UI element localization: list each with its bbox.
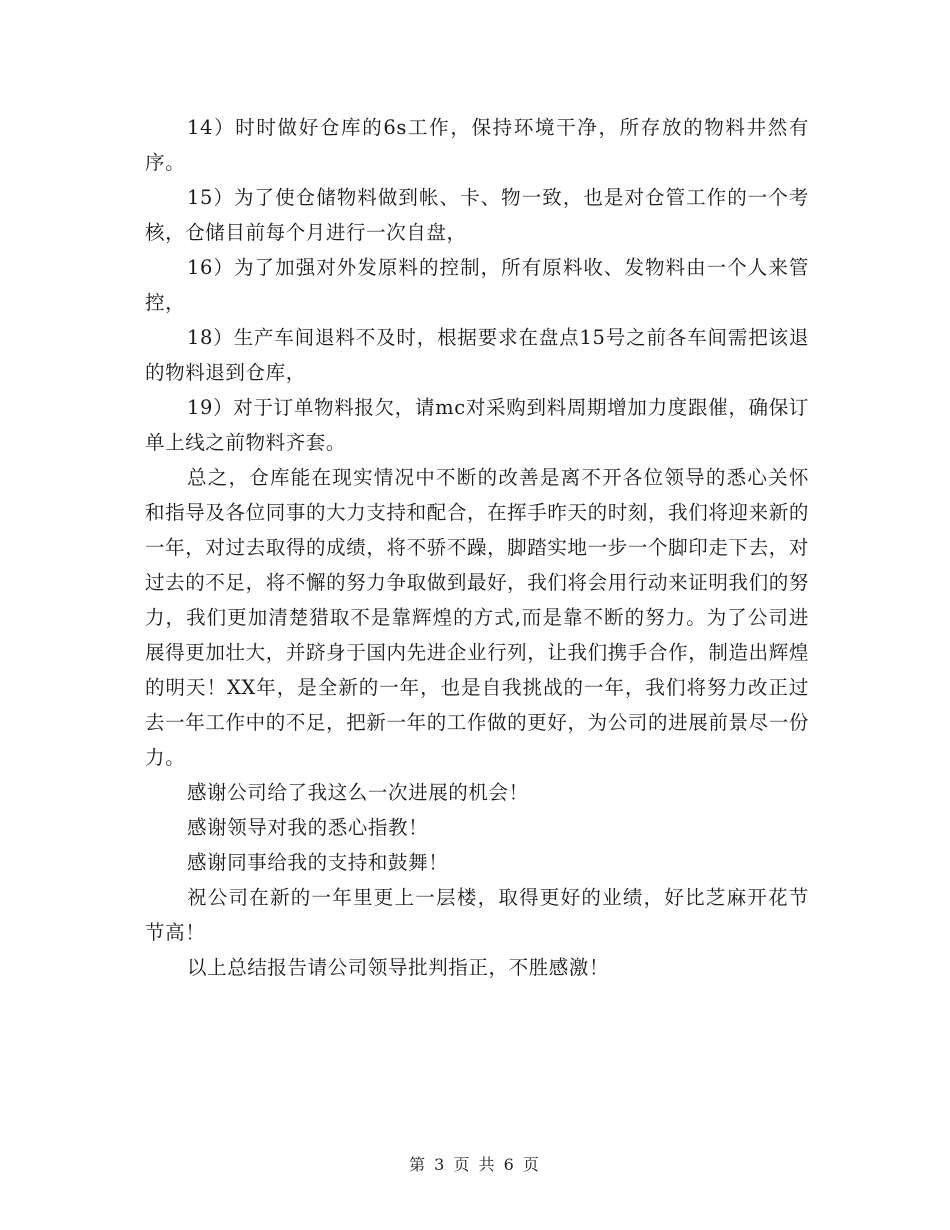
paragraph-item-15: 15）为了使仓储物料做到帐、卡、物一致，也是对仓管工作的一个考核，仓储目前每个月进行一次自盘， [145,186,809,244]
page-footer: 第 3 页 共 6 页 [409,1155,541,1174]
document-body [145,110,809,985]
paragraph-item-19: 19）对于订单物料报欠，请mc对采购到料周期增加力度跟催，确保订单上线之前物料齐套。 [145,396,809,454]
paragraph-wishes: 祝公司在新的一年里更上一层楼，取得更好的业绩，好比芝麻开花节节高！ [145,886,809,944]
paragraph-thanks-company: 感谢公司给了我这么一次进展的机会！ [187,781,529,804]
paragraph-closing: 以上总结报告请公司领导批判指正，不胜感激！ [187,956,610,979]
paragraph-item-16: 16）为了加强对外发原料的控制，所有原料收、发物料由一个人来管控， [145,256,809,314]
paragraph-thanks-colleagues: 感谢同事给我的支持和鼓舞！ [187,851,449,874]
paragraph-item-14: 14）时时做好仓库的6s工作，保持环境干净，所存放的物料井然有序。 [145,116,809,174]
paragraph-summary: 总之，仓库能在现实情况中不断的改善是离不开各位领导的悉心关怀和指导及各位同事的大力支持和配合，在挥手昨天的时刻，我们将迎来新的一年，对过去取得的成绩，将不骄不躁，脚踏实地一步一个脚印走下去，对过去的不足，将不懈的努力争取做到最好，我们将会用行动来证明我们的努力，我们更加清楚猎取不是靠辉煌的方式,而是靠不断的努力。为了公司进展得更加壮大，并跻身于国内先进企业行列，让我们携手合作，制造出辉煌的明天！XX年，是全新的一年，也是自我挑战的一年，我们将努力改正过去一年工作中的不足，把新一年的工作做的更好，为公司的进展前景尽一份力。 [145,466,809,769]
paragraph-item-18: 18）生产车间退料不及时，根据要求在盘点15号之前各车间需把该退的物料退到仓库， [145,326,809,384]
paragraph-thanks-leaders: 感谢领导对我的悉心指教！ [187,816,429,839]
